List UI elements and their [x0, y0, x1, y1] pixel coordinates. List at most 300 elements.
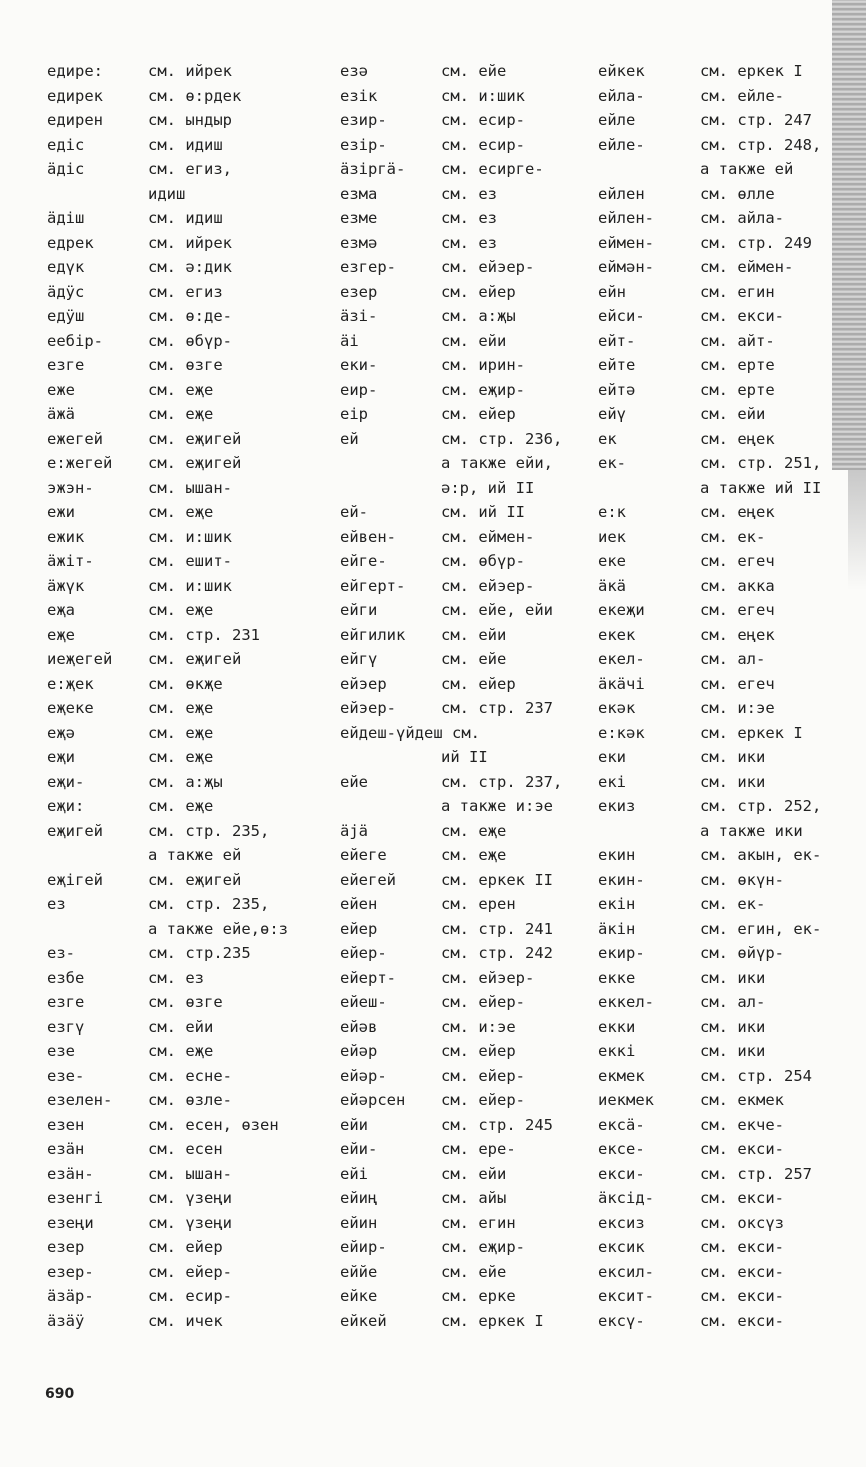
cross-reference: см. өкҗе	[148, 674, 223, 693]
headword: ейир-	[340, 1238, 387, 1256]
headword: езгер-	[340, 258, 396, 276]
cross-reference: см. идиш	[148, 209, 223, 227]
cross-reference: см. еҗигей	[148, 454, 242, 472]
headword: ейү	[598, 405, 626, 423]
cross-reference: см. стр. 237,	[441, 772, 563, 791]
cross-reference: а также и:эе	[441, 797, 553, 815]
headword: едирек	[47, 86, 103, 105]
headword: ейле	[598, 111, 636, 129]
cross-reference: см. ейер-	[441, 1091, 525, 1109]
cross-reference: см. ере-	[441, 1140, 516, 1158]
headword: ейгү	[340, 650, 378, 668]
headword: ексит-	[598, 1287, 654, 1305]
headword: ексе-	[598, 1140, 645, 1158]
cross-reference: см. стр. 257	[700, 1164, 812, 1183]
headword: ейлен-	[598, 209, 654, 227]
cross-reference: см. ез	[441, 233, 497, 252]
cross-reference: см. и:эе	[700, 699, 775, 717]
headword: ейи-	[340, 1140, 378, 1158]
headword: еҗи	[47, 748, 75, 766]
headword: еййе	[340, 1262, 378, 1281]
headword: екир-	[598, 944, 645, 962]
headword: ӓдіс	[47, 160, 85, 178]
cross-reference: см. үзеңи	[148, 1213, 232, 1232]
headword: ез-	[47, 944, 75, 962]
cross-reference: см. ез	[148, 968, 204, 987]
cross-reference: см. еҗе	[148, 748, 214, 766]
cross-reference: см. егеч	[700, 552, 775, 570]
cross-reference: см. ейер	[441, 405, 516, 423]
cross-reference: см. егин	[700, 282, 775, 301]
cross-reference: см. өкүн-	[700, 870, 784, 889]
headword: езе-	[47, 1066, 85, 1085]
headword: езгү	[47, 1017, 85, 1036]
cross-reference: см. ерте	[700, 356, 775, 374]
cross-reference: см. еркек I	[700, 723, 803, 742]
cross-reference: см. ики	[700, 1042, 766, 1060]
headword: ӓкӓчі	[598, 674, 645, 693]
headword: езік	[340, 86, 378, 105]
cross-reference: см. стр. 248,	[700, 135, 822, 154]
headword: ӓксід-	[598, 1189, 654, 1207]
cross-reference: см. ейе	[441, 650, 507, 668]
headword: езма	[340, 184, 378, 203]
cross-reference: см. ө:рдек	[148, 86, 242, 105]
headword: еҗе	[47, 625, 75, 644]
cross-reference: см. стр. 241	[441, 919, 553, 938]
cross-reference: см. ал-	[700, 993, 766, 1011]
cross-reference: см. стр. 247	[700, 111, 812, 129]
headword: ейлен	[598, 184, 645, 203]
cross-reference: а также ейе,ө:з	[148, 919, 288, 938]
cross-reference: см. өлле	[700, 184, 775, 203]
cross-reference: см. еҗигей	[148, 650, 242, 668]
headword: е:жегей	[47, 454, 113, 472]
cross-reference: см. ейи	[700, 405, 766, 423]
cross-reference: а также ей	[700, 160, 794, 178]
page-edge-fade	[848, 470, 866, 590]
headword: езә	[340, 62, 368, 80]
cross-reference: см. ики	[700, 968, 766, 987]
headword: ейге-	[340, 552, 387, 570]
cross-reference: см. еңек	[700, 429, 775, 448]
headword: ейси-	[598, 307, 645, 325]
headword: едүк	[47, 258, 85, 276]
headword: ӓі	[340, 331, 359, 350]
cross-reference: см. есир-	[441, 135, 525, 154]
cross-reference: см. а:җы	[441, 307, 516, 325]
cross-reference: см. ики	[700, 1017, 766, 1036]
cross-reference: см. ез	[441, 184, 497, 203]
headword: иеҗегей	[47, 650, 113, 668]
cross-reference: см. есне-	[148, 1066, 232, 1085]
headword: екиз	[598, 797, 636, 815]
headword: е:к	[598, 503, 626, 521]
headword: ейі	[340, 1164, 368, 1183]
headword: ексү-	[598, 1311, 645, 1330]
headword: езе	[47, 1042, 75, 1060]
cross-reference: см. екче-	[700, 1115, 784, 1134]
headword: езмә	[340, 233, 378, 252]
headword: едрек	[47, 233, 94, 252]
cross-reference: см. еҗе	[148, 1042, 214, 1060]
headword: эжэн-	[47, 478, 94, 497]
headword: ейәрсен	[340, 1091, 406, 1109]
headword: ейи	[340, 1115, 368, 1134]
headword: езен	[47, 1115, 85, 1134]
cross-reference: см. ейле-	[700, 86, 784, 105]
cross-reference: см. ерен	[441, 895, 516, 913]
cross-reference: см. стр. 236,	[441, 429, 563, 448]
cross-reference: см. ики	[700, 748, 766, 766]
headword: ейле-	[598, 135, 645, 154]
cross-reference: см. егиз,	[148, 160, 232, 178]
cross-reference: см. и:шик	[148, 576, 232, 595]
cross-reference: см. егин, ек-	[700, 919, 822, 938]
cross-reference: см. еҗе	[148, 601, 214, 619]
headword: ексик	[598, 1238, 645, 1256]
cross-reference: см. екмек	[700, 1091, 784, 1109]
headword: ӓзі-	[340, 307, 378, 325]
cross-reference: см. еңек	[700, 625, 775, 644]
headword: ейкек	[598, 62, 645, 80]
headword: екин-	[598, 870, 645, 889]
cross-reference: см. ийрек	[148, 233, 232, 252]
cross-reference: см. өзгe	[148, 993, 223, 1011]
headword: еҗи-	[47, 772, 85, 791]
headword: езер	[340, 282, 378, 301]
cross-reference: см. ейер-	[441, 1066, 525, 1085]
headword: ӓзіргӓ-	[340, 160, 406, 178]
page-edge-shadow	[832, 0, 866, 470]
cross-reference: см. ий II	[441, 503, 525, 521]
headword: екси-	[598, 1164, 645, 1183]
cross-reference: см. стр. 237	[441, 699, 553, 717]
cross-reference: см. стр. 245	[441, 1115, 553, 1134]
headword: езӓн-	[47, 1164, 94, 1183]
cross-reference: см. ийрек	[148, 62, 232, 80]
cross-reference: см. ейер	[148, 1238, 223, 1256]
cross-reference: см. и:шик	[148, 527, 232, 546]
cross-reference: см. стр. 252,	[700, 797, 822, 815]
cross-reference: см. ындыр	[148, 111, 232, 129]
cross-reference: см. стр. 235,	[148, 821, 270, 840]
cross-reference: см. екси-	[700, 307, 784, 325]
cross-reference: см. акка	[700, 576, 775, 595]
headword: езір-	[340, 135, 387, 154]
cross-reference: см. ышан-	[148, 1164, 232, 1183]
cross-reference: см. еҗир-	[441, 380, 525, 399]
cross-reference: а также ий II	[700, 478, 822, 497]
headword: ейегей	[340, 870, 396, 889]
headword: ейвен-	[340, 527, 396, 546]
cross-reference: см. еркек I	[441, 1311, 544, 1330]
headword: еҗи:	[47, 797, 85, 815]
headword: ейеге	[340, 846, 387, 864]
cross-reference: см. еймен-	[441, 527, 535, 546]
cross-reference: см. еркек II	[441, 870, 553, 889]
cross-reference: см. ейер	[441, 282, 516, 301]
cross-reference: см. өйүр-	[700, 944, 784, 962]
headword: ексил-	[598, 1262, 654, 1281]
cross-reference: см. стр. 242	[441, 944, 553, 962]
headword: езеңи	[47, 1213, 94, 1232]
headword: еже	[47, 380, 75, 399]
cross-reference: см. өзгe	[148, 356, 223, 374]
headword: ӓзӓр-	[47, 1287, 94, 1305]
headword: ей	[340, 429, 359, 448]
cross-reference: см. еҗе	[148, 699, 214, 717]
headword: езелен-	[47, 1091, 113, 1109]
cross-reference: см. екси-	[700, 1311, 784, 1330]
cross-reference: см. айла-	[700, 209, 784, 227]
headword: езме	[340, 209, 378, 227]
headword: ӓјӓ	[340, 821, 368, 840]
cross-reference: см. ики	[700, 772, 766, 791]
cross-reference: см. егеч	[700, 601, 775, 619]
headword: езир-	[340, 111, 387, 129]
cross-reference: см. есир-	[441, 111, 525, 129]
headword: еҗігей	[47, 870, 103, 889]
headword: ейәр	[340, 1042, 378, 1060]
headword: еҗа	[47, 601, 75, 619]
headword: ек-	[598, 454, 626, 472]
cross-reference: см. ал-	[700, 650, 766, 668]
cross-reference: см. идиш	[148, 135, 223, 154]
headword: езер	[47, 1238, 85, 1256]
cross-reference: см. еҗир-	[441, 1238, 525, 1256]
headword: еймен-	[598, 233, 654, 252]
cross-reference: см. егиз	[148, 282, 223, 301]
headword: ейт-	[598, 331, 636, 350]
headword: еҗә	[47, 723, 75, 742]
cross-reference: см. ерке	[441, 1287, 516, 1305]
headword: ӓжүк	[47, 576, 85, 595]
cross-reference: см. ек-	[700, 527, 766, 546]
headword: ейин	[340, 1213, 378, 1232]
headword: ейиң	[340, 1189, 378, 1207]
cross-reference: см. ейэер-	[441, 258, 535, 276]
headword: ейгилик	[340, 625, 406, 644]
headword: ежик	[47, 527, 85, 546]
cross-reference: см. есен	[148, 1140, 223, 1158]
cross-reference: см. еңек	[700, 503, 775, 521]
headword: ӓжіт-	[47, 552, 94, 570]
cross-reference: см. ейер-	[441, 993, 525, 1011]
headword: ейгерт-	[340, 576, 406, 595]
headword: екке	[598, 968, 636, 987]
cross-reference: см. еҗе	[441, 846, 507, 864]
cross-reference: см. үзеңи	[148, 1189, 232, 1207]
cross-reference: см. ек-	[700, 895, 766, 913]
headword: иекмек	[598, 1091, 654, 1109]
headword: ейе	[340, 772, 368, 791]
cross-reference: см. еҗигей	[148, 429, 242, 448]
headword: еір	[340, 405, 368, 423]
cross-reference: см. ейэер-	[441, 576, 535, 595]
cross-reference: см. еҗе	[148, 503, 214, 521]
headword: еке	[598, 552, 626, 570]
headword: ексиз	[598, 1213, 645, 1232]
headword: ек	[598, 429, 617, 448]
headword: екки	[598, 1017, 636, 1036]
headword: едире:	[47, 62, 103, 80]
headword: еҗигей	[47, 821, 103, 840]
cross-reference: см. есир-	[148, 1287, 232, 1305]
cross-reference: см. ө:де-	[148, 307, 232, 325]
headword: ейла-	[598, 86, 645, 105]
headword: ейэер	[340, 674, 387, 693]
cross-reference: см. ышан-	[148, 478, 232, 497]
headword: екәк	[598, 699, 636, 717]
cross-reference: см. еркек I	[700, 62, 803, 80]
cross-reference: см. стр. 251,	[700, 454, 822, 472]
headword: ейер-	[340, 944, 387, 962]
headword: ӓкін	[598, 919, 636, 938]
cross-reference: см. екси-	[700, 1189, 784, 1207]
headword: ейги	[340, 601, 378, 619]
headword: езбе	[47, 968, 85, 987]
cross-reference: см. а:җы	[148, 772, 223, 791]
headword: едіс	[47, 135, 85, 154]
cross-reference: см. ичек	[148, 1311, 223, 1330]
headword: еки-	[340, 356, 378, 374]
headword: ейен	[340, 895, 378, 913]
cross-reference: см. ейи	[441, 1164, 507, 1183]
headword: езер-	[47, 1262, 94, 1281]
cross-reference: см. екси-	[700, 1287, 784, 1305]
cross-reference: см. ейэер-	[441, 968, 535, 987]
headword: екин	[598, 846, 636, 864]
cross-reference: см. ейер	[441, 674, 516, 693]
headword: екмек	[598, 1066, 645, 1085]
headword: ейкей	[340, 1311, 387, 1330]
cross-reference: см. екси-	[700, 1262, 784, 1281]
cross-reference: см. есен, өзен	[148, 1115, 279, 1134]
headword: е:кәк	[598, 723, 645, 742]
headword: еккі	[598, 1042, 636, 1060]
cross-reference: см. өбүр-	[441, 552, 525, 570]
headword: ейәр-	[340, 1066, 387, 1085]
cross-reference: см. стр. 235,	[148, 895, 270, 913]
cross-reference: ий II	[441, 748, 488, 766]
headword: ез	[47, 895, 66, 913]
headword: ей-	[340, 503, 368, 521]
headword: екел-	[598, 650, 645, 668]
cross-reference: см. акын, ек-	[700, 846, 822, 864]
cross-reference: см. ейе, ейи	[441, 601, 553, 619]
headword: ӓжӓ	[47, 405, 75, 423]
headword: еккел-	[598, 993, 654, 1011]
cross-reference: см. егеч	[700, 674, 775, 693]
cross-reference: см. ейи	[441, 331, 507, 350]
headword: ӓдӱс	[47, 282, 85, 301]
headword: ейдеш-үйдеш см.	[340, 723, 480, 742]
headword: ейер	[340, 919, 378, 938]
headword: еҗеке	[47, 699, 94, 717]
headword: ейке	[340, 1287, 378, 1305]
headword: езгe	[47, 993, 85, 1011]
cross-reference: см. ә:дик	[148, 258, 232, 276]
headword: ейәв	[340, 1017, 378, 1036]
headword: ежи	[47, 503, 75, 521]
cross-reference: см. ейи	[148, 1017, 214, 1036]
headword: ейтә	[598, 380, 636, 399]
headword: еймән-	[598, 258, 654, 276]
cross-reference: а также ей	[148, 846, 242, 864]
cross-reference: см. еҗе	[148, 405, 214, 423]
cross-reference: см. оксүз	[700, 1213, 784, 1232]
headword: екі	[598, 772, 626, 791]
headword: езгe	[47, 356, 85, 374]
cross-reference: см. еҗе	[441, 821, 507, 840]
headword: езенгі	[47, 1189, 103, 1207]
cross-reference: см. айт-	[700, 331, 775, 350]
cross-reference: см. еймен-	[700, 258, 794, 276]
headword: едӱш	[47, 307, 85, 325]
cross-reference: см. еҗе	[148, 797, 214, 815]
cross-reference: см. екси-	[700, 1238, 784, 1256]
headword: ейэер-	[340, 699, 396, 717]
headword: екін	[598, 895, 636, 913]
cross-reference: см. стр. 254	[700, 1066, 812, 1085]
cross-reference: а также ейи,	[441, 454, 553, 472]
headword: еир-	[340, 380, 378, 399]
headword: ейте	[598, 356, 636, 374]
cross-reference: идиш	[148, 184, 186, 203]
cross-reference: см. ешит-	[148, 552, 232, 570]
headword: еки	[598, 748, 626, 766]
cross-reference: см. ейе	[441, 62, 507, 80]
page-number: 690	[45, 1386, 75, 1402]
cross-reference: см. есирге-	[441, 160, 544, 178]
headword: езӓн	[47, 1140, 85, 1158]
headword: еебір-	[47, 331, 103, 350]
cross-reference: см. ейи	[441, 625, 507, 644]
headword: ӓкӓ	[598, 576, 626, 595]
cross-reference: см. и:эе	[441, 1017, 516, 1036]
cross-reference: см. ез	[441, 209, 497, 227]
cross-reference: см. ейер-	[148, 1262, 232, 1281]
cross-reference: см. егин	[441, 1213, 516, 1232]
cross-reference: а также ики	[700, 821, 803, 840]
cross-reference: см. еҗе	[148, 380, 214, 399]
headword: ейерт-	[340, 968, 396, 987]
headword: едирен	[47, 111, 103, 129]
headword: ейн	[598, 282, 626, 301]
headword: ӓдіш	[47, 209, 85, 227]
cross-reference: см. стр.235	[148, 944, 251, 962]
headword: екеҗи	[598, 601, 645, 619]
cross-reference: см. стр. 249	[700, 233, 812, 252]
headword: ежегей	[47, 429, 103, 448]
cross-reference: см. өзле-	[148, 1091, 232, 1109]
cross-reference: см. ирин-	[441, 356, 525, 374]
headword: е:җек	[47, 674, 94, 693]
cross-reference: см. айы	[441, 1189, 507, 1207]
cross-reference: см. екси-	[700, 1140, 784, 1158]
headword: екек	[598, 625, 636, 644]
cross-reference: см. өбүр-	[148, 331, 232, 350]
headword: ӓзӓӱ	[47, 1311, 85, 1330]
cross-reference: см. стр. 231	[148, 625, 260, 644]
headword: ейеш-	[340, 993, 387, 1011]
headword: ексӓ-	[598, 1115, 645, 1134]
cross-reference: см. еҗе	[148, 723, 214, 742]
cross-reference: см. ерте	[700, 380, 775, 399]
cross-reference: см. и:шик	[441, 86, 525, 105]
cross-reference: см. ейе	[441, 1262, 507, 1281]
